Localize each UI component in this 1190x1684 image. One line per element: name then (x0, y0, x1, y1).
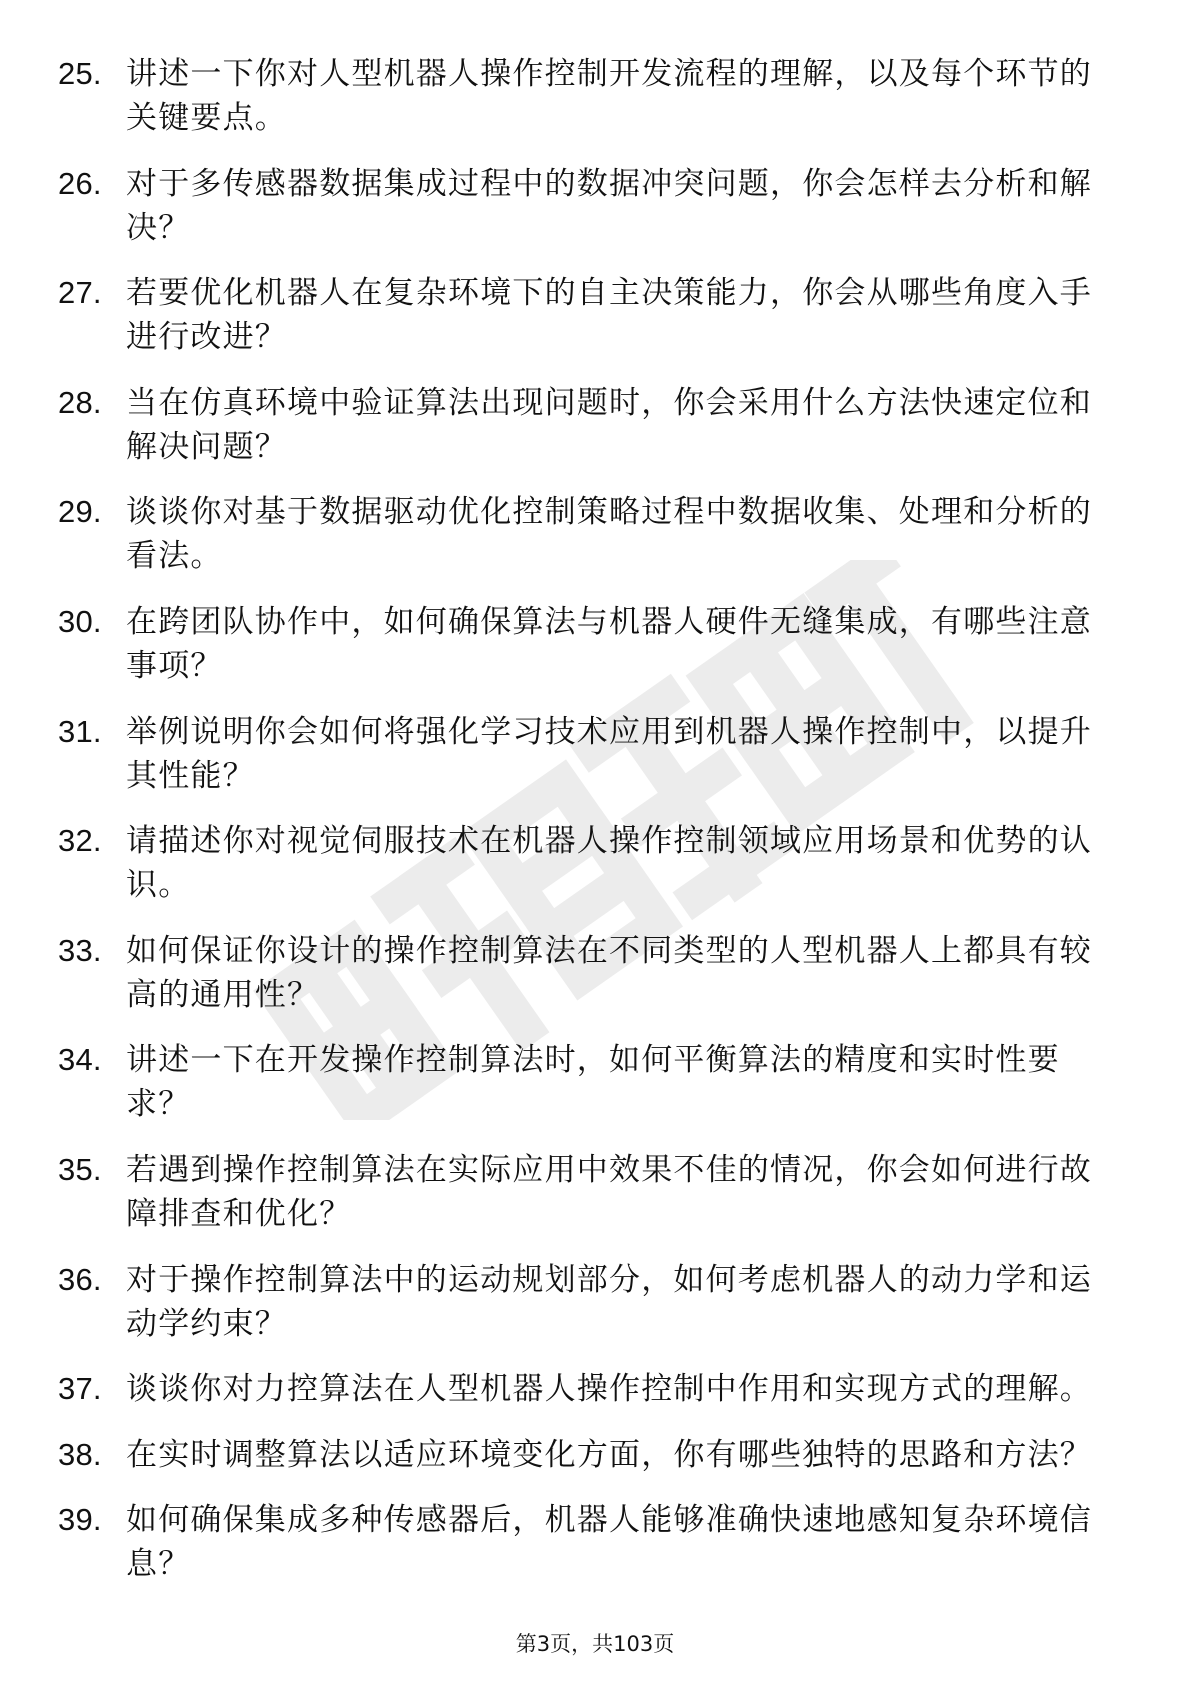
question-number: 38. (58, 1436, 102, 1472)
question-number: 37. (58, 1371, 102, 1407)
question-item (58, 381, 1118, 469)
question-number: 32. (58, 823, 102, 859)
question-text: 如何确保集成多种传感器后，机器人能够准确快速地感知复杂环境信息？ (126, 1502, 1092, 1583)
question-item (58, 1148, 1118, 1236)
question-list (58, 52, 1118, 1608)
question-number: 28. (58, 384, 102, 420)
page-footer: 第3页，共103页 (515, 1632, 675, 1656)
question-number: 26. (58, 165, 102, 201)
question-text: 请描述你对视觉伺服技术在机器人操作控制领域应用场景和优势的认识。 (126, 823, 1092, 904)
question-item (58, 819, 1118, 907)
question-text: 当在仿真环境中验证算法出现问题时，你会采用什么方法快速定位和解决问题？ (126, 384, 1092, 465)
question-item (58, 1433, 1118, 1477)
question-text: 对于多传感器数据集成过程中的数据冲突问题，你会怎样去分析和解决？ (126, 165, 1092, 246)
question-item (58, 162, 1118, 250)
question-number: 27. (58, 275, 102, 311)
question-item (58, 1258, 1118, 1346)
question-text: 若遇到操作控制算法在实际应用中效果不佳的情况，你会如何进行故障排查和优化？ (126, 1151, 1092, 1232)
question-text: 谈谈你对基于数据驱动优化控制策略过程中数据收集、处理和分析的看法。 (126, 494, 1092, 575)
question-item (58, 271, 1118, 359)
question-number: 31. (58, 713, 102, 749)
question-text: 如何保证你设计的操作控制算法在不同类型的人型机器人上都具有较高的通用性？ (126, 932, 1092, 1013)
question-text: 谈谈你对力控算法在人型机器人操作控制中作用和实现方式的理解。 (126, 1371, 1092, 1408)
question-item (58, 490, 1118, 578)
question-number: 36. (58, 1261, 102, 1297)
question-item (58, 1038, 1118, 1126)
question-number: 33. (58, 932, 102, 968)
question-text: 举例说明你会如何将强化学习技术应用到机器人操作控制中，以提升其性能？ (126, 713, 1092, 794)
question-item (58, 929, 1118, 1017)
question-item (58, 1367, 1118, 1411)
question-number: 29. (58, 494, 102, 530)
question-text: 若要优化机器人在复杂环境下的自主决策能力，你会从哪些角度入手进行改进？ (126, 275, 1092, 356)
question-item (58, 710, 1118, 798)
question-number: 35. (58, 1151, 102, 1187)
question-text: 在实时调整算法以适应环境变化方面，你有哪些独特的思路和方法？ (126, 1436, 1092, 1473)
question-number: 25. (58, 56, 102, 91)
question-text: 讲述一下你对人型机器人操作控制开发流程的理解，以及每个环节的关键要点。 (126, 56, 1092, 136)
question-number: 30. (58, 603, 102, 639)
question-item (58, 600, 1118, 688)
question-number: 34. (58, 1042, 102, 1078)
question-text: 在跨团队协作中，如何确保算法与机器人硬件无缝集成，有哪些注意事项？ (126, 603, 1092, 684)
question-item (58, 52, 1118, 140)
question-text: 讲述一下在开发操作控制算法时，如何平衡算法的精度和实时性要求？ (126, 1042, 1060, 1123)
question-item (58, 1498, 1118, 1586)
question-text: 对于操作控制算法中的运动规划部分，如何考虑机器人的动力学和运动学约束？ (126, 1261, 1092, 1342)
question-number: 39. (58, 1502, 102, 1538)
